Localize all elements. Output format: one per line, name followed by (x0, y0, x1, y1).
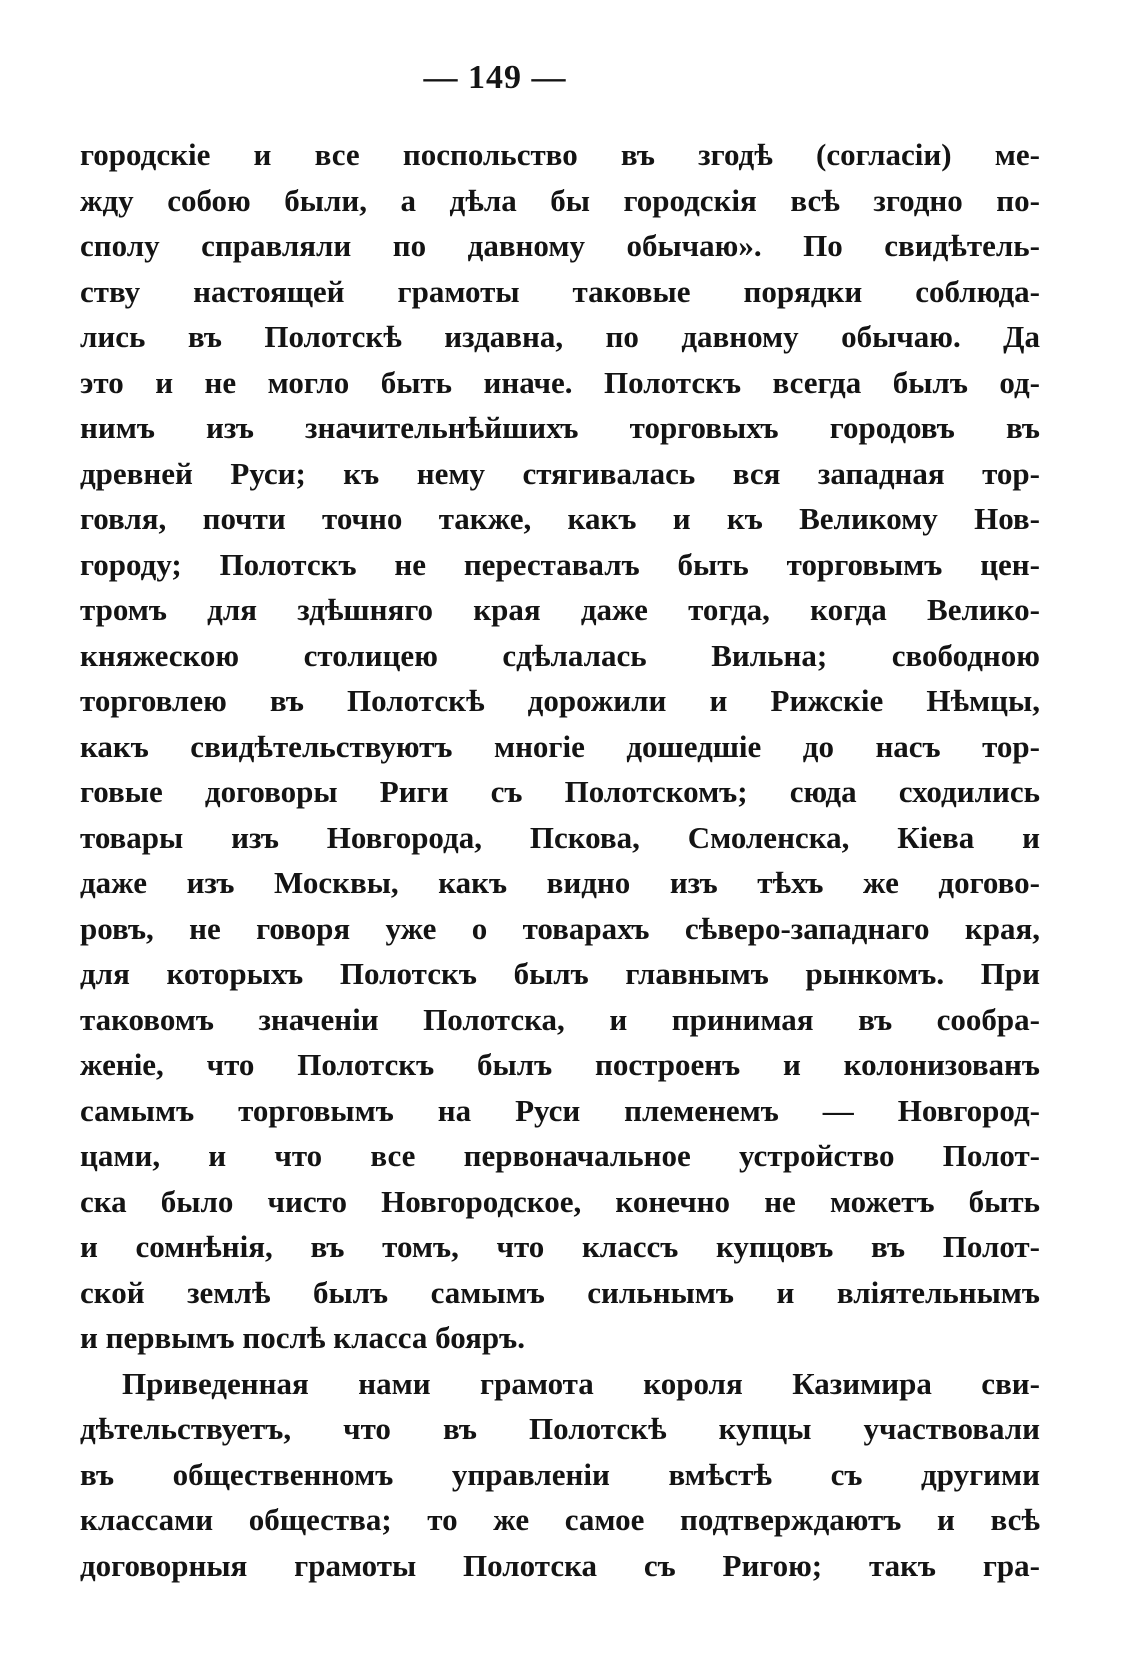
text-line: и сомнѣнія, въ томъ, что классъ купцовъ въ Полот- (80, 1229, 1040, 1264)
text-line: классами общества; то же самое подтверждаютъ и всѣ (80, 1502, 1040, 1537)
text-line: говля, почти точно также, какъ и къ Великому Нов- (80, 501, 1040, 536)
text-line: древней Руси; къ нему стягивалась вся западная тор- (80, 455, 1040, 491)
text-line: Приведенная нами грамота короля Казимира сви- (122, 1365, 1040, 1401)
page-number: — 149 — (423, 59, 567, 96)
text-line: сполу справляли по давному обычаю». По свидѣтель- (80, 228, 1040, 263)
text-line: самымъ торговымъ на Руси племенемъ — Новгород- (80, 1092, 1040, 1128)
text-line: договорныя грамоты Полотска съ Ригою; такъ гра- (80, 1547, 1040, 1583)
text-line: цами, и что все первоначальное устройство Полот- (80, 1138, 1040, 1173)
text-line: говые договоры Риги съ Полотскомъ; сюда сходились (80, 774, 1040, 809)
text-line: для которыхъ Полотскъ былъ главнымъ рынкомъ. При (80, 956, 1040, 991)
text-line: таковомъ значеніи Полотска, и принимая въ сообра- (80, 1001, 1040, 1037)
text-line: нимъ изъ значительнѣйшихъ торговыхъ городовъ въ (80, 410, 1040, 445)
text-line: ской землѣ былъ самымъ сильнымъ и вліятельнымъ (80, 1274, 1040, 1310)
page-text (80, 132, 1040, 1588)
text-line: ровъ, не говоря уже о товарахъ сѣверо-западнаго края, (80, 910, 1040, 946)
text-line: даже изъ Москвы, какъ видно изъ тѣхъ же догово- (80, 865, 1040, 900)
text-line: товары изъ Новгорода, Пскова, Смоленска, Кіева и (80, 819, 1040, 855)
text-line: городскіе и все поспольство въ згодѣ (согласіи) ме- (80, 137, 1040, 172)
text-line: ска было чисто Новгородское, конечно не можетъ быть (80, 1183, 1040, 1219)
text-line: торговлею въ Полотскѣ дорожили и Рижскіе Нѣмцы, (80, 683, 1040, 718)
text-line: женіе, что Полотскъ былъ построенъ и колонизованъ (80, 1047, 1040, 1082)
text-line: тромъ для здѣшняго края даже тогда, когда Велико- (80, 592, 1040, 627)
text-line: какъ свидѣтельствуютъ многіе дошедшіе до насъ тор- (80, 728, 1040, 764)
text-line: и первымъ послѣ класса бояръ. (80, 1320, 525, 1355)
text-line: княжескою столицею сдѣлалась Вильна; свободною (80, 637, 1040, 673)
paragraph (80, 132, 1040, 1361)
text-line: лись въ Полотскѣ издавна, по давному обычаю. Да (80, 319, 1040, 354)
paragraph (80, 1361, 1040, 1589)
text-line: въ общественномъ управленіи вмѣстѣ съ другими (80, 1456, 1040, 1492)
text-line: ству настоящей грамоты таковые порядки соблюда- (80, 273, 1040, 309)
text-line: жду собою были, а дѣла бы городскія всѣ згодно по- (80, 182, 1040, 218)
text-line: дѣтельствуетъ, что въ Полотскѣ купцы участвовали (80, 1411, 1040, 1446)
text-line: городу; Полотскъ не переставалъ быть торговымъ цен- (80, 546, 1040, 582)
text-line: это и не могло быть иначе. Полотскъ всегда былъ од- (80, 364, 1040, 400)
